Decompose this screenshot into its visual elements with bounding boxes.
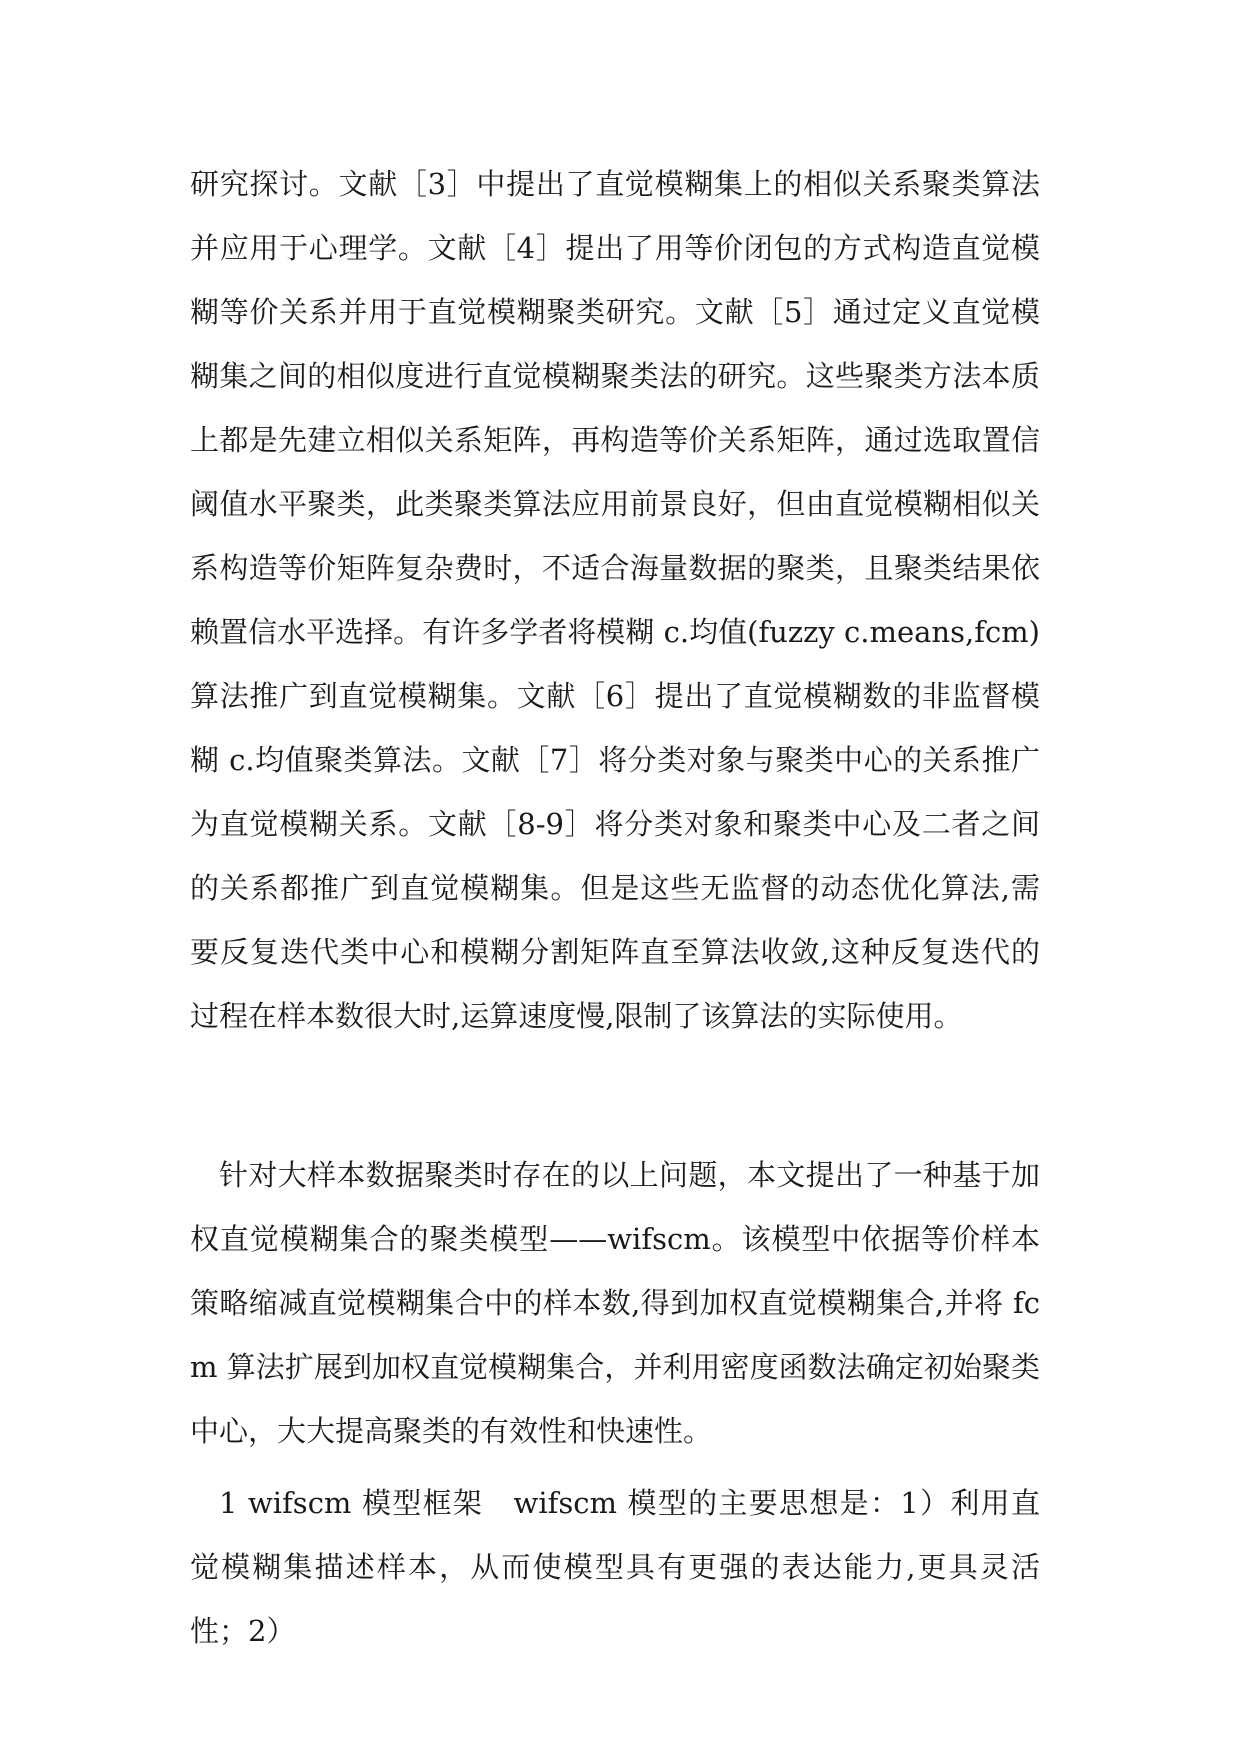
- body-paragraph: 研究探讨。文献［3］中提出了直觉模糊集上的相似关系聚类算法并应用于心理学。文献［4］提出了用等价闭包的方式构造直觉模糊等价关系并用于直觉模糊聚类研究。文献［5］通过定义直觉模糊集之间的相似度进行直觉模糊聚类法的研究。这些聚类方法本质上都是先建立相似关系矩阵，再构造等价关系矩阵，通过选取置信阈值水平聚类，此类聚类算法应用前景良好，但由直觉模糊相似关系构造等价矩阵复杂费时，不适合海量数据的聚类，且聚类结果依赖置信水平选择。有许多学者将模糊 c.均值(fuzzy c.means,fcm)算法推广到直觉模糊集。文献［6］提出了直觉模糊数的非监督模糊 c.均值聚类算法。文献［7］将分类对象与聚类中心的关系推广为直觉模糊关系。文献［8-9］将分类对象和聚类中心及二者之间的关系都推广到直觉模糊集。但是这些无监督的动态优化算法,需要反复迭代类中心和模糊分割矩阵直至算法收敛,这种反复迭代的过程在样本数很大时,运算速度慢,限制了该算法的实际使用。: [190, 167, 1040, 1033]
- section-paragraph: 1 wifscm 模型框架 wifscm 模型的主要思想是：1）利用直觉模糊集描述样本，从而使模型具有更强的表达能力,更具灵活性；2）: [190, 1486, 1040, 1648]
- body-paragraph: 针对大样本数据聚类时存在的以上问题，本文提出了一种基于加权直觉模糊集合的聚类模型——wifscm。该模型中依据等价样本策略缩减直觉模糊集合中的样本数,得到加权直觉模糊集合,并将 fcm 算法扩展到加权直觉模糊集合，并利用密度函数法确定初始聚类中心，大大提高聚类的有效性和快速性。: [190, 1158, 1040, 1448]
